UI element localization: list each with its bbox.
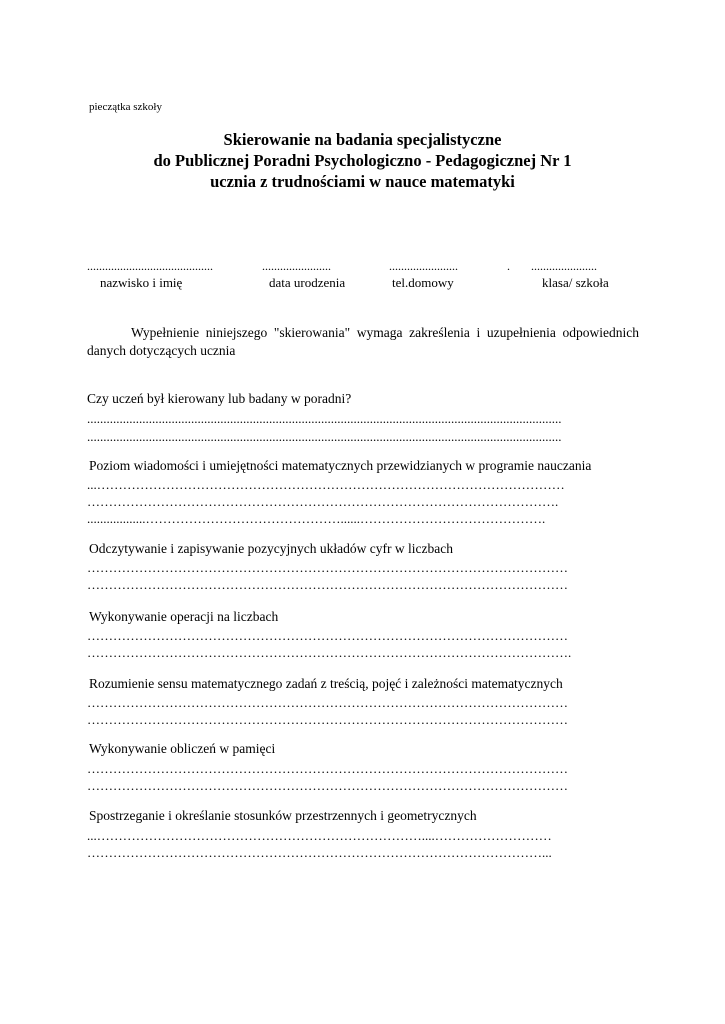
answer-line[interactable]: ..................………………………………………......…………………………………….	[87, 511, 546, 526]
birthdate-field-dots[interactable]: .......................	[262, 259, 331, 273]
phone-label: tel.domowy	[392, 275, 454, 290]
title-line-2: do Publicznej Poradni Psychologiczno - Pedagogicznej Nr 1	[153, 151, 572, 170]
phone-field-dots[interactable]: .......................	[389, 259, 458, 273]
answer-line[interactable]: ...………………………………………………………………………………………………	[87, 477, 565, 492]
field-separator-dot: .	[507, 259, 510, 273]
class-label: klasa/ szkoła	[542, 275, 609, 290]
section-question: Wykonywanie operacji na liczbach	[89, 609, 279, 624]
name-field-dots[interactable]: ..........................................	[87, 259, 213, 273]
answer-line[interactable]: …………………………………………………………………………………………………	[87, 628, 568, 643]
section-question: Wykonywanie obliczeń w pamięci	[89, 741, 276, 756]
section-question: Rozumienie sensu matematycznego zadań z treścią, pojęć i zależności matematycznych	[89, 676, 563, 691]
answer-line[interactable]: …………………………………………………………………………………………………	[87, 712, 568, 727]
answer-line[interactable]: …………………………………………………………………………………………………	[87, 577, 568, 592]
class-field-dots[interactable]: ......................	[531, 259, 597, 273]
answer-line[interactable]: …………………………………………………………………………………………………	[87, 560, 568, 575]
stamp-label: pieczątka szkoły	[89, 101, 162, 113]
section-question: Spostrzeganie i określanie stosunków przestrzennych i geometrycznych	[89, 808, 477, 823]
intro-paragraph: Wypełnienie niniejszego "skierowania" wymaga zakreślenia i uzupełnienia odpowiednich danych dotyczących ucznia	[87, 325, 639, 358]
section-question: Czy uczeń był kierowany lub badany w poradni?	[87, 391, 352, 406]
name-label: nazwisko i imię	[100, 275, 183, 290]
answer-line[interactable]: ………………………………………………………………………………………………….	[87, 645, 572, 660]
answer-line[interactable]: …………………………………………………………………………………………………	[87, 778, 568, 793]
title-line-3: ucznia z trudnościami w nauce matematyki	[210, 172, 515, 191]
answer-line[interactable]: ...…………………………………………………………………....………………………	[87, 828, 552, 843]
answer-line[interactable]: ..................................................................................................................................................	[87, 429, 562, 444]
answer-line[interactable]: ……………………………………………………………………………………………….	[87, 494, 559, 509]
title-line-1: Skierowanie na badania specjalistyczne	[223, 130, 502, 149]
birthdate-label: data urodzenia	[269, 275, 346, 290]
section-question: Odczytywanie i zapisywanie pozycyjnych układów cyfr w liczbach	[89, 541, 453, 556]
answer-line[interactable]: …………………………………………………………………………………………………	[87, 761, 568, 776]
answer-line[interactable]: …………………………………………………………………………………………………	[87, 695, 568, 710]
answer-line[interactable]: ..................................................................................................................................................	[87, 411, 562, 426]
section-question: Poziom wiadomości i umiejętności matematycznych przewidzianych w programie nauczania	[89, 458, 592, 473]
answer-line[interactable]: ……………………………………………………………………………………………...	[87, 845, 552, 860]
